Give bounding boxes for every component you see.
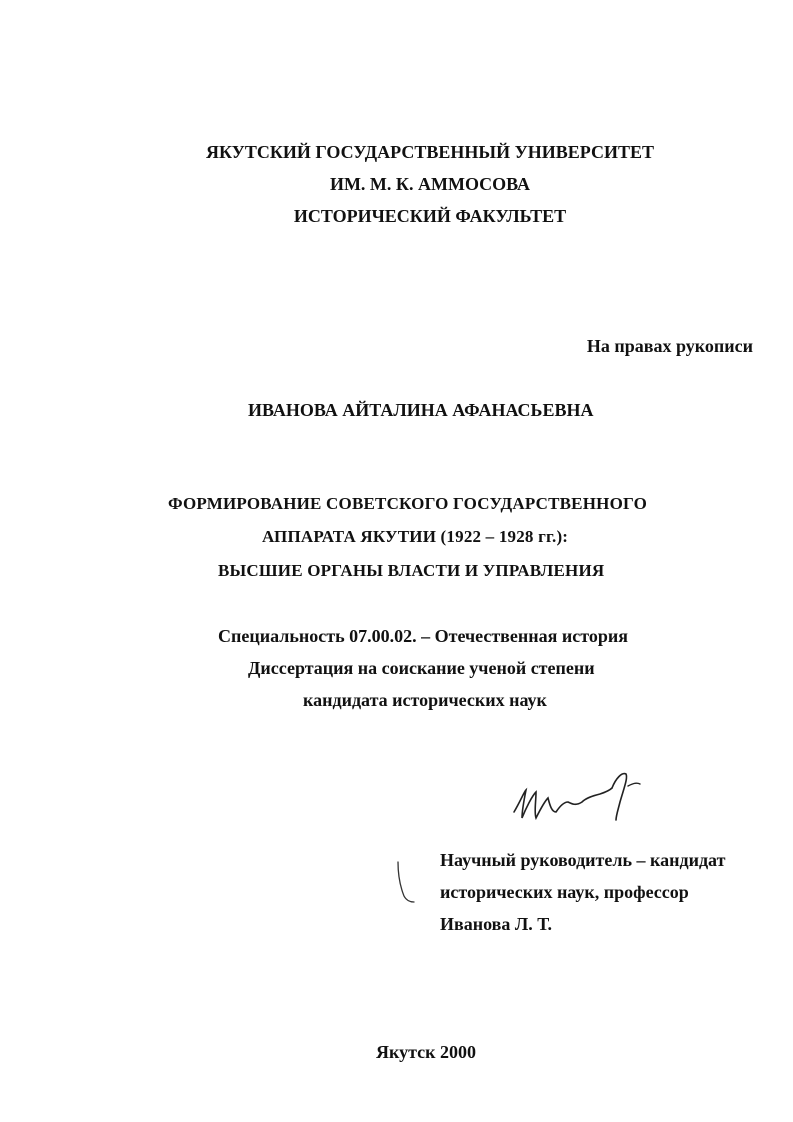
thesis-title-line2: АППАРАТА ЯКУТИИ (1922 – 1928 гг.): <box>262 527 569 546</box>
author-name: ИВАНОВА АЙТАЛИНА АФАНАСЬЕВНА <box>248 400 594 420</box>
rights-note: На правах рукописи <box>586 336 753 356</box>
thesis-title-line1: ФОРМИРОВАНИЕ СОВЕТСКОГО ГОСУДАРСТВЕННОГО <box>168 494 648 513</box>
supervisor-line1: Научный руководитель – кандидат <box>440 850 726 870</box>
thesis-title-line3: ВЫСШИЕ ОРГАНЫ ВЛАСТИ И УПРАВЛЕНИЯ <box>218 561 605 580</box>
handwritten-signature <box>500 762 660 832</box>
university-name-line2: ИМ. М. К. АММОСОВА <box>329 174 531 194</box>
city-year: Якутск 2000 <box>376 1042 477 1062</box>
dissertation-degree-line: Диссертация на соискание ученой степени <box>248 658 595 678</box>
university-name-line1: ЯКУТСКИЙ ГОСУДАРСТВЕННЫЙ УНИВЕРСИТЕТ <box>205 142 655 162</box>
candidate-degree-line: кандидата исторических наук <box>303 690 547 710</box>
bracket-mark <box>390 860 420 906</box>
specialty-line: Специальность 07.00.02. – Отечественная история <box>218 626 628 646</box>
faculty-name: ИСТОРИЧЕСКИЙ ФАКУЛЬТЕТ <box>293 206 567 226</box>
supervisor-line2: исторических наук, профессор <box>440 882 689 902</box>
supervisor-name: Иванова Л. Т. <box>440 914 552 934</box>
